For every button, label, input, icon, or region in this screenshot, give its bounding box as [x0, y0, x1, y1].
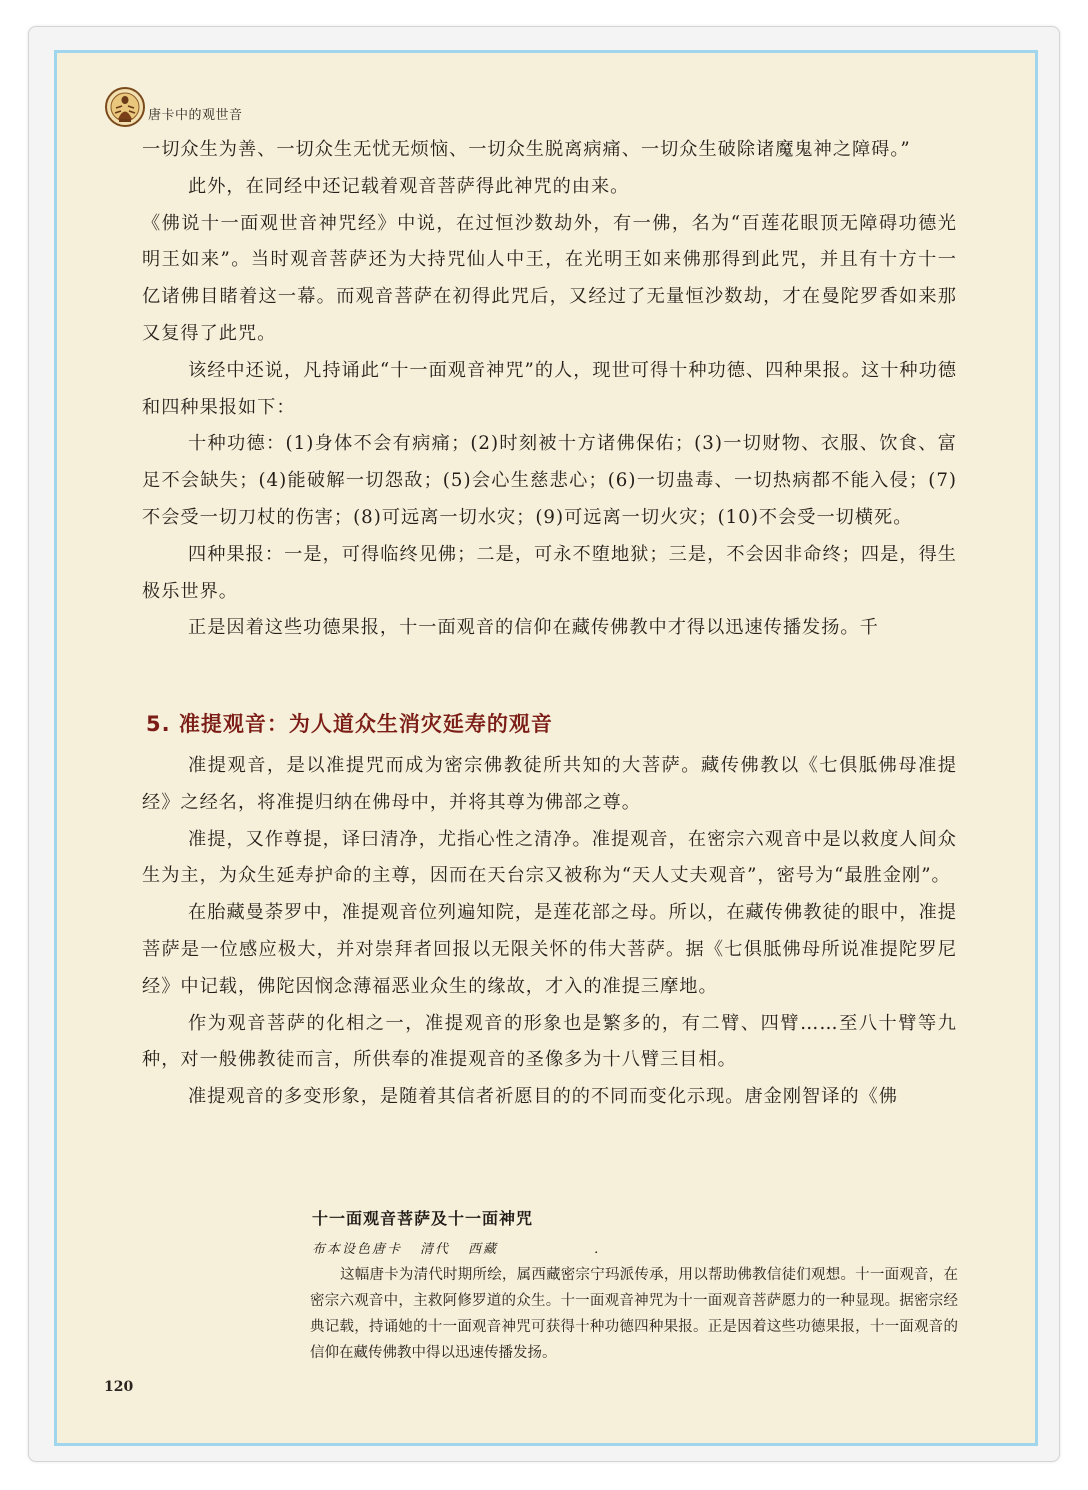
running-header: 唐卡中的观世音 [148, 108, 243, 123]
paragraph: 《佛说十一面观世音神咒经》中说，在过恒沙数劫外，有一佛，名为“百莲花眼顶无障碍功德光明王如来”。当时观音菩萨还为大持咒仙人中王，在光明王如来佛那得到此咒，并且有十方十一亿诸佛目睹着这一幕。而观音菩萨在初得此咒后，又经过了无量恒沙数劫，才在曼陀罗香如来那又复得了此咒。 [142, 212, 957, 344]
paragraph: 准提，又作尊提，译曰清净，尤指心性之清净。准提观音，在密宗六观音中是以救度人间众生为主，为众生延寿护命的主尊，因而在天台宗又被称为“天人丈夫观音”，密号为“最胜金刚”。 [142, 828, 957, 887]
paragraph: 十种功德：(1)身体不会有病痛；(2)时刻被十方诸佛保佑；(3)一切财物、衣服、饮食、富足不会缺失；(4)能破解一切怨敌；(5)会心生慈悲心；(6)一切蛊毒、一切热病都不能入侵；(7)不会受一切刀杖的伤害；(8)可远离一切水灾；(9)可远离一切火灾；(10)不会受一切横死。 [142, 433, 957, 528]
paragraph: 此外，在同经中还记载着观音菩萨得此神咒的由来。 [188, 175, 630, 197]
paragraph: 该经中还说，凡持诵此“十一面观音神咒”的人，现世可得十种功德、四种果报。这十种功德和四种果报如下： [142, 359, 957, 418]
caption-period: 清代 [420, 1242, 451, 1257]
paragraph: 正是因着这些功德果报，十一面观音的信仰在藏传佛教中才得以迅速传播发扬。千 [188, 617, 879, 639]
section-heading: 5. 准提观音：为人道众生消灾延寿的观音 [146, 712, 553, 736]
caption-dot: ． [594, 1242, 610, 1257]
paragraph: 准提观音，是以准提咒而成为密宗佛教徒所共知的大菩萨。藏传佛教以《七俱胝佛母准提经》之经名，将准提归纳在佛母中，并将其尊为佛部之尊。 [142, 755, 957, 813]
paragraph: 准提观音的多变形象，是随着其信者祈愿目的的不同而变化示现。唐金刚智译的《佛 [188, 1086, 898, 1108]
page-number: 120 [104, 1379, 134, 1395]
caption-title: 十一面观音菩萨及十一面神咒 [312, 1209, 534, 1228]
body-text-part1 [142, 132, 957, 647]
caption-subtitle [312, 1238, 609, 1257]
book-page [60, 56, 1032, 1440]
paragraph: 四种果报：一是，可得临终见佛；二是，可永不堕地狱；三是，不会因非命终；四是，得生极乐世界。 [142, 543, 957, 602]
caption-material: 布本设色唐卡 [312, 1242, 403, 1257]
paragraph: 在胎藏曼荼罗中，准提观音位列遍知院，是莲花部之母。所以，在藏传佛教徒的眼中，准提菩萨是一位感应极大，并对崇拜者回报以无限关怀的伟大菩萨。据《七俱胝佛母所说准提陀罗尼经》中记载，佛陀因悯念薄福恶业众生的缘故，才入的准提三摩地。 [142, 902, 957, 997]
paragraph: 作为观音菩萨的化相之一，准提观音的形象也是繁多的，有二臂、四臂……至八十臂等九种，对一般佛教徒而言，所供奉的准提观音的圣像多为十八臂三目相。 [142, 1012, 957, 1071]
body-text-part2 [142, 748, 957, 1116]
paragraph: 一切众生为善、一切众生无忧无烦恼、一切众生脱离病痛、一切众生破除诸魔鬼神之障碍。” [142, 139, 911, 160]
buddha-figure-icon [104, 86, 146, 128]
caption-region: 西藏 [468, 1242, 499, 1257]
caption-text: 这幅唐卡为清代时期所绘，属西藏密宗宁玛派传承，用以帮助佛教信徒们观想。十一面观音，在密宗六观音中，主救阿修罗道的众生。十一面观音神咒为十一面观音菩萨愿力的一种显现。据密宗经典记载，持诵她的十一面观音神咒可获得十种功德四种果报。正是因着这些功德果报，十一面观音的信仰在藏传佛教中得以迅速传播发扬。 [310, 1267, 958, 1361]
